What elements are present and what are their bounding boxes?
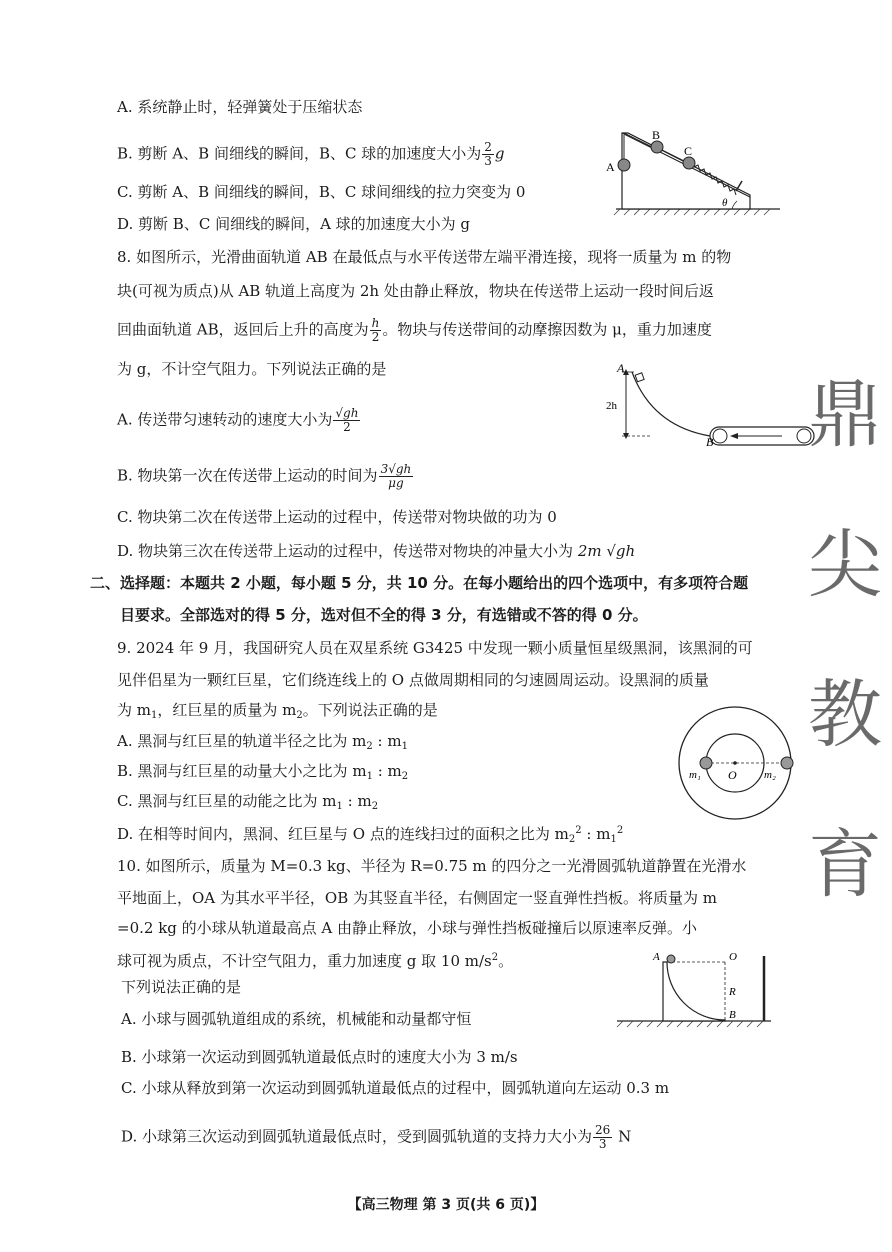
q10-option-d-fraction: $\frac{26}{3}$: [595, 1123, 611, 1151]
watermark-char-3: 教: [808, 672, 882, 758]
q8-stem-line4: 为 g，不计空气阻力。下列说法正确的是: [117, 360, 387, 378]
q8-stem-line1: 8. 如图所示，光滑曲面轨道 AB 在最低点与水平传送带左端平滑连接，现将一质量为 m 的物: [117, 248, 732, 266]
q10-stem-line2: 平地面上，OA 为其水平半径，OB 为其竖直半径，右侧固定一竖直弹性挡板。将质量为 m: [117, 889, 717, 907]
q10-option-b: B. 小球第一次运动到圆弧轨道最低点时的速度大小为 3 m/s: [121, 1048, 518, 1066]
section2-heading-line2: 目要求。全部选对的得 5 分，选对但不全的得 3 分，有选错或不答的得 0 分。: [120, 606, 648, 624]
q9-option-b: B. 黑洞与红巨星的动量大小之比为 $m_1$ : $m_2$: [117, 762, 409, 782]
q7-option-a: A. 系统静止时，轻弹簧处于压缩状态: [117, 98, 363, 116]
q7-option-c: C. 剪断 A、B 间细线的瞬间，B、C 球间细线的拉力突变为 0: [117, 183, 526, 201]
q10-option-d: D. 小球第三次运动到圆弧轨道最低点时，受到圆弧轨道的支持力大小为 $\frac{26}{3}$ N: [121, 1123, 632, 1151]
q9-option-a: A. 黑洞与红巨星的轨道半径之比为 $m_2$ : $m_1$: [117, 732, 408, 752]
q10-fig-label-b: B: [729, 1009, 736, 1021]
q7-figure-incline: [606, 125, 782, 215]
q7-fig-label-a: A: [606, 160, 615, 174]
q10-stem-line1: 10. 如图所示，质量为 M=0.3 kg、半径为 R=0.75 m 的四分之一光滑圆弧轨道静置在光滑水: [117, 857, 747, 875]
q8-stem-line2: 块(可视为质点)从 AB 轨道上高度为 2h 处由静止释放，物块在传送带上运动一段时间后返: [117, 282, 714, 300]
q10-fig-label-o: O: [729, 951, 737, 963]
q10-stem-line5: 下列说法正确的是: [121, 978, 242, 996]
q9-fig-label-m1: m₁: [689, 769, 701, 781]
q7-option-b-fraction: $\frac{2}{3}$: [484, 140, 492, 168]
q10-option-c: C. 小球从释放到第一次运动到圆弧轨道最低点的过程中，圆弧轨道向左运动 0.3 m: [121, 1079, 670, 1097]
q10-stem-line3: =0.2 kg 的小球从轨道最高点 A 由静止释放，小球与弹性挡板碰撞后以原速率反弹。小: [117, 919, 698, 937]
q8-fig-label-a: A: [617, 361, 625, 375]
q9-fig-label-o: O: [728, 768, 737, 782]
q9-stem-line2: 见伴侣星为一颗红巨星，它们绕连线上的 O 点做周期相同的匀速圆周运动。设黑洞的质量: [117, 671, 709, 689]
q8-height-fraction: $\frac{h}{2}$: [371, 316, 380, 344]
q7-fig-label-b: B: [652, 128, 661, 142]
q8-option-d: D. 物块第三次在传送带上运动的过程中，传送带对物块的冲量大小为 2m √gh: [117, 542, 636, 560]
q8-option-b: B. 物块第一次在传送带上运动的时间为 $\frac{3√gh}{\mu g}$: [117, 462, 412, 490]
q9-figure-orbits: [676, 704, 806, 834]
q7-fig-label-c: C: [684, 144, 693, 158]
q8-option-a: A. 传送带匀速转动的速度大小为 $\frac{√gh}{2}$: [117, 406, 359, 434]
watermark-char-4: 育: [808, 822, 882, 908]
q7-option-b-text: B. 剪断 A、B 间细线的瞬间，B、C 球的加速度大小为: [117, 144, 482, 163]
watermark-char-1: 鼎: [808, 372, 882, 458]
q10-figure-arc: [615, 950, 775, 1030]
q9-option-c: C. 黑洞与红巨星的动能之比为 $m_1$ : $m_2$: [117, 792, 379, 812]
q8-option-b-fraction: $\frac{3√gh}{\mu g}$: [380, 462, 412, 490]
q8-figure-track: [606, 361, 722, 454]
q7-fig-label-theta: θ: [722, 197, 728, 209]
section2-heading-line1: 二、选择题：本题共 2 小题，每小题 5 分，共 10 分。在每小题给出的四个选项中，有多项符合题: [90, 574, 749, 592]
q10-fig-label-r: R: [729, 986, 736, 998]
q9-stem-line3: 为 $m_1$，红巨星的质量为 $m_2$。下列说法正确的是: [117, 701, 438, 721]
q10-option-a: A. 小球与圆弧轨道组成的系统，机械能和动量都守恒: [121, 1010, 472, 1028]
q10-stem-line4: 球可视为质点，不计空气阻力，重力加速度 g 取 10 $m/s^2$。: [117, 952, 514, 970]
page-footer: 【高三物理 第 3 页(共 6 页)】: [347, 1197, 545, 1213]
q9-fig-label-m2: m₂: [764, 769, 776, 781]
q8-fig-label-b: B: [706, 435, 714, 449]
watermark-char-2: 尖: [808, 522, 882, 608]
q9-option-d: D. 在相等时间内，黑洞、红巨星与 O 点的连线扫过的面积之比为 $m_2^2$ : $m_1^2$: [117, 825, 624, 845]
q8-stem-line3: 回曲面轨道 AB，返回后上升的高度为 $\frac{h}{2}$ 。物块与传送带间的动摩擦因数为 μ，重力加速度: [117, 316, 712, 344]
q8-option-a-fraction: $\frac{√gh}{2}$: [335, 406, 359, 434]
q8-option-c: C. 物块第二次在传送带上运动的过程中，传送带对物块做的功为 0: [117, 508, 557, 526]
q10-fig-label-a: A: [653, 951, 660, 963]
q9-stem-line1: 9. 2024 年 9 月，我国研究人员在双星系统 G3425 中发现一颗小质量恒星级黑洞，该黑洞的可: [117, 639, 753, 657]
q7-option-b: B. 剪断 A、B 间细线的瞬间，B、C 球的加速度大小为 $\frac{2}{3}$ g: [117, 140, 505, 168]
q7-option-d: D. 剪断 B、C 间细线的瞬间，A 球的加速度大小为 g: [117, 215, 471, 233]
q8-fig-label-h: 2h: [606, 400, 617, 412]
